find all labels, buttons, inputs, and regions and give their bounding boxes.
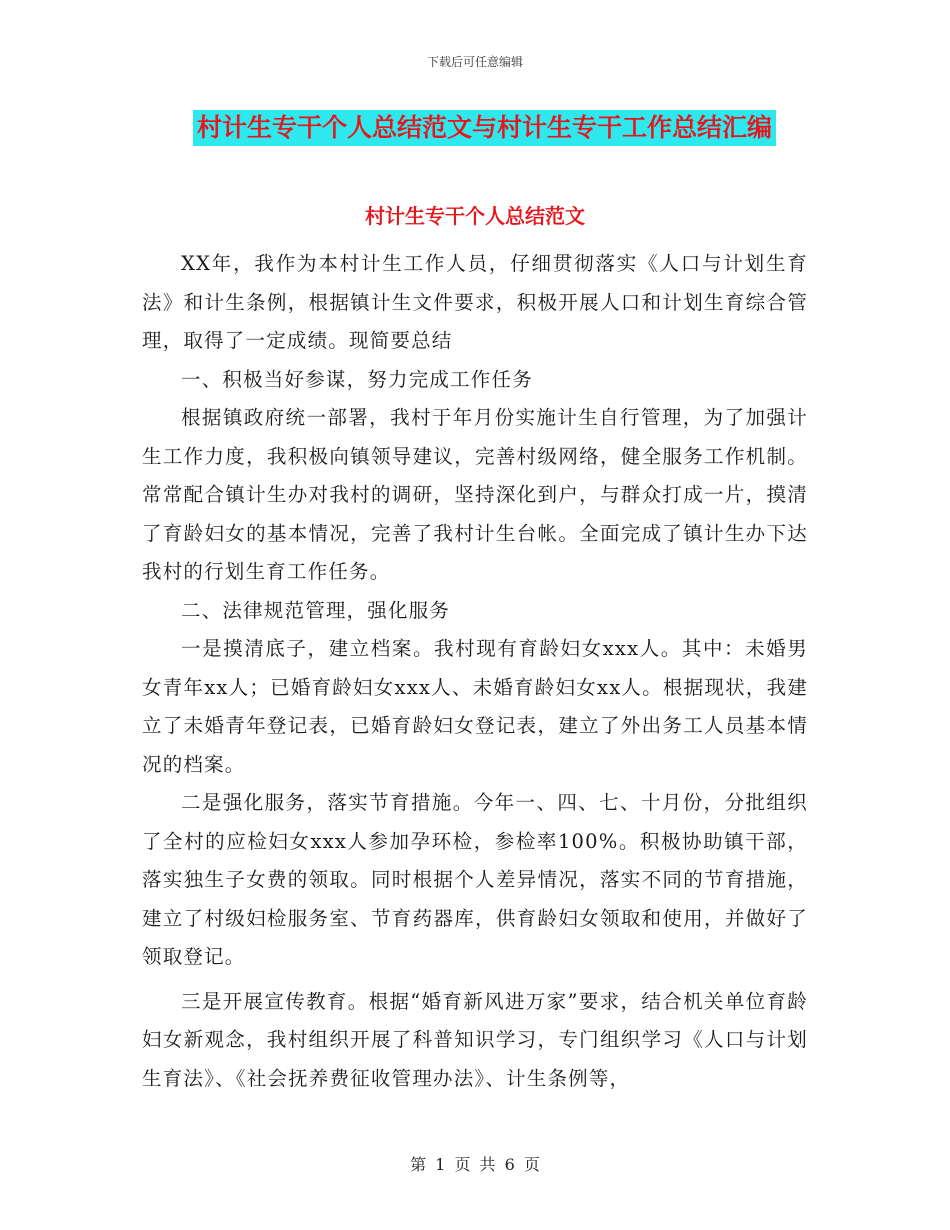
- header-note: 下载后可任意编辑: [426, 55, 523, 69]
- body-paragraph: 一是摸清底子，建立档案。我村现有育龄妇女xxx人。其中：未婚男女青年xx人；已婚育龄妇女xxx人、未婚育龄妇女xx人。根据现状，我建立了未婚青年登记表，已婚育龄妇女登记表，建立了外出务工人员基本情况的档案。: [142, 637, 808, 776]
- section-title: 村计生专干个人总结范文: [365, 204, 585, 228]
- document-main-title: 村计生专干个人总结范文与村计生专干工作总结汇编: [193, 110, 776, 146]
- section-heading-2: 二、法律规范管理，强化服务: [181, 598, 451, 622]
- body-paragraph: 三是开展宣传教育。根据“婚育新风进万家”要求，结合机关单位育龄妇女新观念，我村组织开展了科普知识学习，专门组织学习《人口与计划生育法》、《社会抚养费征收管理办法》、计生条例等，: [142, 989, 808, 1090]
- body-paragraph: 根据镇政府统一部署，我村于年月份实施计生自行管理，为了加强计生工作力度，我积极向镇领导建议，完善村级网络，健全服务工作机制。常常配合镇计生办对我村的调研，坚持深化到户，与群众打成一片，摸清了育龄妇女的基本情况，完善了我村计生台帐。全面完成了镇计生办下达我村的行划生育工作任务。: [142, 406, 808, 583]
- body-paragraph: 二是强化服务，落实节育措施。今年一、四、七、十月份，分批组织了全村的应检妇女xxx人参加孕环检，参检率100%。积极协助镇干部，落实独生子女费的领取。同时根据个人差异情况，落实不同的节育措施，建立了村级妇检服务室、节育药器库，供育龄妇女领取和使用，并做好了领取登记。: [142, 791, 808, 968]
- intro-paragraph: XX年，我作为本村计生工作人员，仔细贯彻落实《人口与计划生育法》和计生条例，根据镇计生文件要求，积极开展人口和计划生育综合管理，取得了一定成绩。现简要总结: [142, 252, 808, 352]
- document-body: [142, 245, 808, 1098]
- page-number-footer: 第 1 页 共 6 页: [410, 1155, 540, 1174]
- section-heading-1: 一、积极当好参谋，努力完成工作任务: [181, 367, 533, 391]
